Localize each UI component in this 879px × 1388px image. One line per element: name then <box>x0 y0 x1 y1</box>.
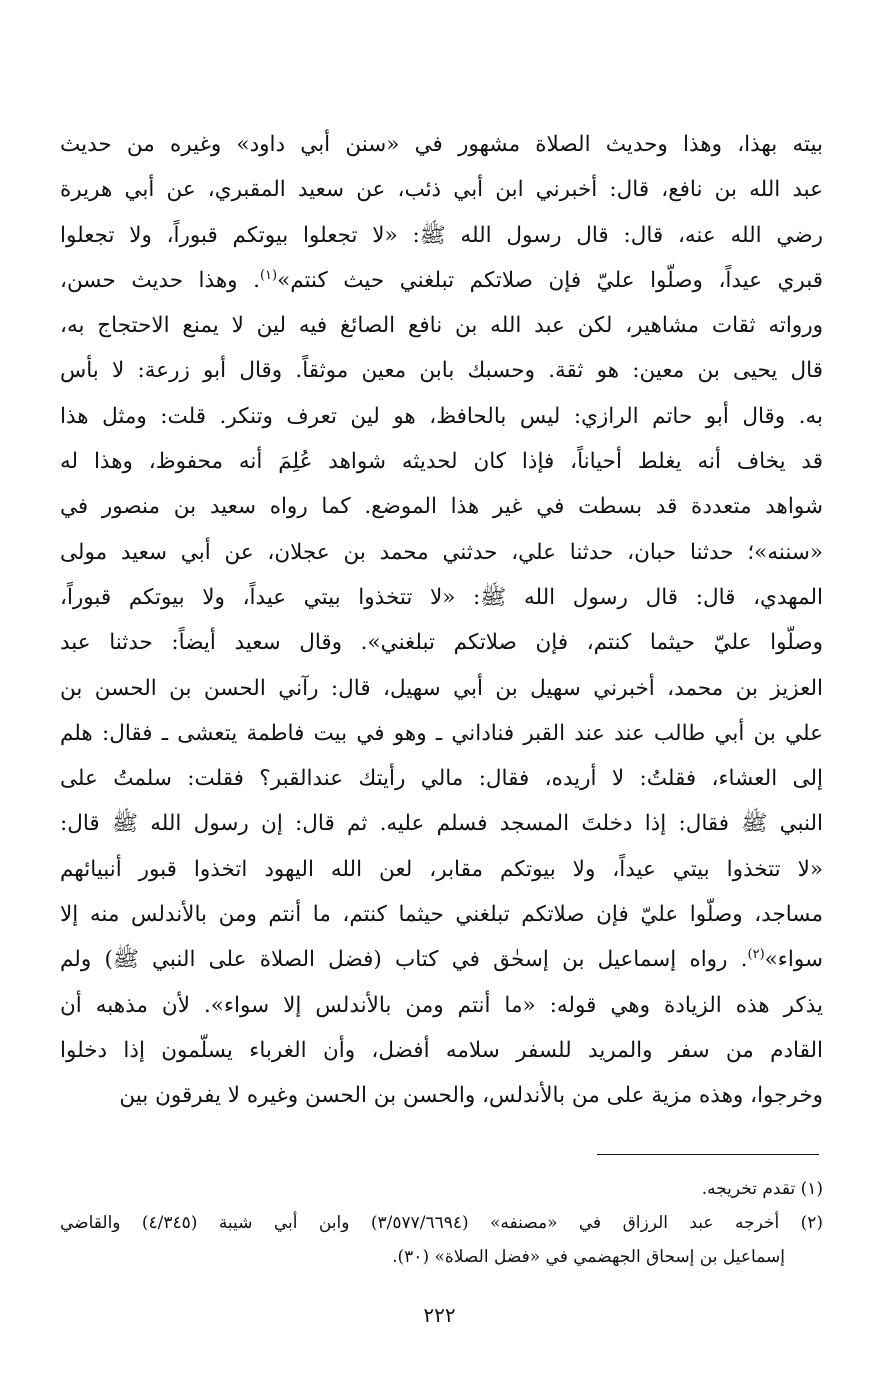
text-line: وصلّوا عليّ حيثما كنتم، فإن صلاتكم تبلغني». وقال سعيد أيضاً: حدثنا عبد <box>60 630 823 656</box>
text-line-part: قبري عيداً، وصلّوا عليّ فإن صلاتكم تبلغني حيث كنتم» <box>277 267 823 293</box>
footnotes <box>60 1172 823 1274</box>
text-line: قال يحيى بن معين: هو ثقة. وحسبك بابن معين موثقاً. وقال أبو زرعة: لا بأس <box>60 358 823 384</box>
text-line: وخرجوا، وهذه مزية على من بالأندلس، والحسن بن الحسن وغيره لا يفرقون بين <box>119 1083 823 1109</box>
text-line: ورواته ثقات مشاهير، لكن عبد الله بن نافع الصائغ فيه لين لا يمنع الاحتجاج به، <box>60 313 823 339</box>
text-line: «لا تتخذوا بيتي عيداً، ولا بيوتكم مقابر، لعن الله اليهود اتخذوا قبور أنبيائهم <box>60 856 823 882</box>
footnote-ref-2: (٢) <box>747 947 765 963</box>
text-line: به. وقال أبو حاتم الرازي: ليس بالحافظ، هو لين تعرف وتنكر. قلت: ومثل هذا <box>60 403 823 429</box>
footnote-2: (٢) أخرجه عبد الرزاق في «مصنفه» (٣/٥٧٧/٦٦٩٤) وابن أبي شيبة (٤/٣٤٥) والقاضي <box>60 1213 823 1233</box>
text-line: «سننه»؛ حدثنا حبان، حدثنا علي، حدثني محمد بن عجلان، عن أبي سعيد مولى <box>60 539 823 565</box>
footnote-2-continuation: إسماعيل بن إسحاق الجهضمي في «فضل الصلاة» (٣٠). <box>392 1247 785 1267</box>
text-line-with-footnote-2 <box>60 937 823 982</box>
footnote-divider <box>597 1154 819 1155</box>
text-line: يذكر هذه الزيادة وهي قوله: «ما أنتم ومن بالأندلس إلا سواء». لأن مذهبه أن <box>60 992 823 1018</box>
text-line: شواهد متعددة قد بسطت في غير هذا الموضع. كما رواه سعيد بن منصور في <box>60 494 823 520</box>
text-line: عبد الله بن نافع، قال: أخبرني ابن أبي ذئب، عن سعيد المقبري، عن أبي هريرة <box>60 177 823 203</box>
text-line-with-footnote-1 <box>60 258 823 303</box>
text-line: القادم من سفر والمريد للسفر سلامه أفضل، وأن الغرباء يسلّمون إذا دخلوا <box>60 1037 823 1063</box>
page-number: ٢٢٢ <box>423 1303 456 1327</box>
text-line: النبي ﷺ فقال: إذا دخلتَ المسجد فسلم عليه. ثم قال: إن رسول الله ﷺ قال: <box>60 811 823 837</box>
text-line: المهدي، قال: قال رسول الله ﷺ: «لا تتخذوا بيتي عيداً، ولا بيوتكم قبوراً، <box>60 584 823 610</box>
text-line: بيته بهذا، وهذا وحديث الصلاة مشهور في «سنن أبي داود» وغيره من حديث <box>60 132 823 157</box>
text-line-part: . رواه إسماعيل بن إسحٰق في كتاب (فضل الصلاة على النبي ﷺ) ولم <box>60 947 748 973</box>
text-line: قد يخاف أنه يغلط أحياناً، فإذا كان لحديثه شواهد عُلِمَ أنه محفوظ، وهذا له <box>60 449 823 475</box>
text-line-part: سواء» <box>764 947 823 973</box>
text-line: العزيز بن محمد، أخبرني سهيل بن أبي سهيل، قال: رآني الحسن بن الحسن بن <box>60 675 823 701</box>
footnote-ref-1: (١) <box>259 267 278 283</box>
text-line-part: . وهذا حديث حسن، <box>60 267 260 293</box>
main-text <box>60 122 823 1119</box>
text-line: رضي الله عنه، قال: قال رسول الله ﷺ: «لا تجعلوا بيوتكم قبوراً، ولا تجعلوا <box>60 222 823 248</box>
text-line: إلى العشاء، فقلتُ: لا أريده، فقال: مالي رأيتك عندالقبر؟ فقلت: سلمتُ على <box>60 766 823 792</box>
footnote-1: (١) تقدم تخريجه. <box>701 1179 823 1199</box>
text-line: علي بن أبي طالب عند عند القبر فناداني ـ وهو في بيت فاطمة يتعشى ـ فقال: هلم <box>60 720 823 746</box>
text-line: مساجد، وصلّوا عليّ فإن صلاتكم تبلغني حيثما كنتم، ما أنتم ومن بالأندلس منه إلا <box>60 902 823 928</box>
